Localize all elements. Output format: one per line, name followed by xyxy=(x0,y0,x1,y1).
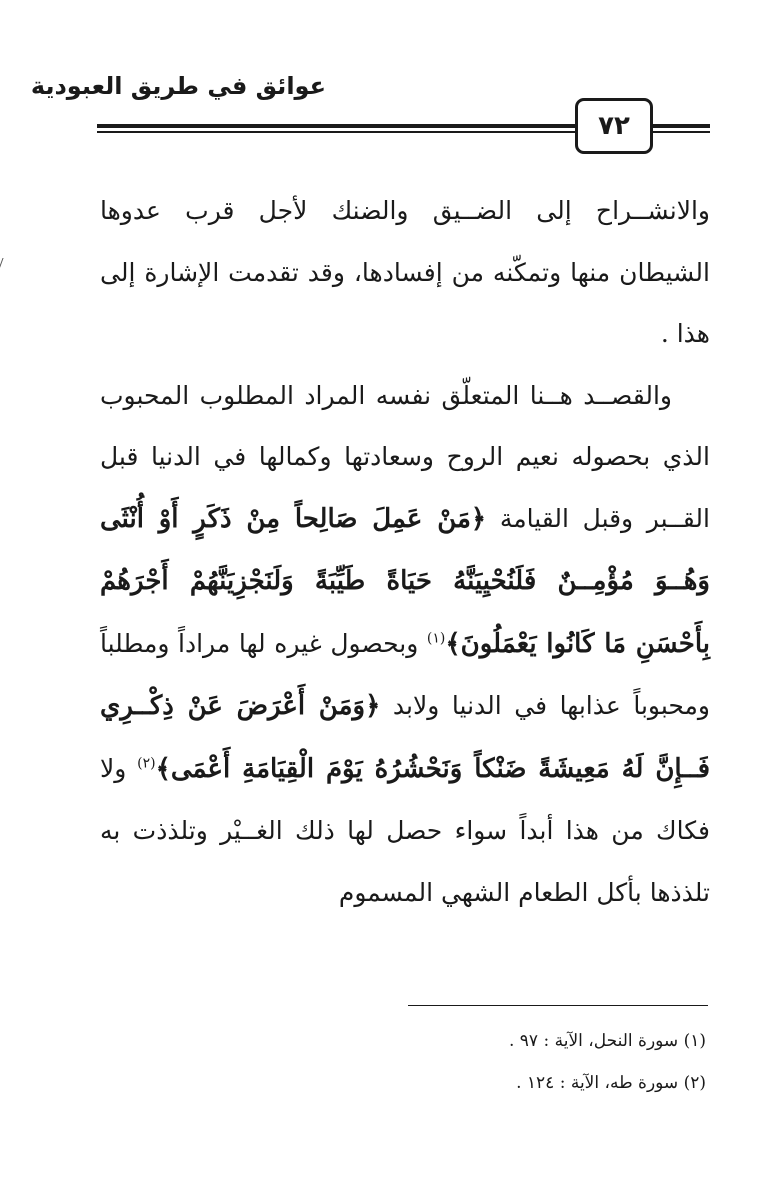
quran-verse-1: ﴿مَنْ عَمِلَ صَالِحاً مِنْ ذَكَرٍ أَوْ أُنْثَى وَهُــوَ مُؤْمِــنٌ فَلَنُحْيِيَنَّهُ حَيَاةً طَيِّبَةً وَلَنَجْزِيَنَّهُمْ أَجْرَهُمْ بِأَحْسَنِ مَا كَانُوا يَعْمَلُونَ﴾ xyxy=(100,503,710,659)
paragraph-1: والانشــراح إلى الضــيق والضنك لأجل قرب عدوها الشيطان منها وتمكّنه من إفسادها، وقد تقدمت الإشارة إلى هذا . xyxy=(100,196,710,348)
footnote-2: (٢) سورة طه، الآية : ١٢٤ . xyxy=(516,1073,706,1093)
quran-verse-2: ﴿وَمَنْ أَعْرَضَ عَنْ ذِكْــرِي فَــإِنَّ لَهُ مَعِيشَةً ضَنْكاً وَنَحْشُرُهُ يَوْمَ الْقِيَامَةِ أَعْمَى﴾ xyxy=(100,691,710,784)
page-number: ٧٢ xyxy=(575,98,653,154)
footnote-1: (١) سورة النحل، الآية : ٩٧ . xyxy=(508,1031,706,1051)
scan-edge-mark xyxy=(0,258,8,272)
body-text xyxy=(100,180,710,923)
footnote-separator xyxy=(408,1005,708,1006)
running-title: عوائق في طريق العبودية xyxy=(30,72,326,100)
paragraph-2-middle: وبحصول غيره لها مراداً ومطلباً ومحبوباً عذابها في الدنيا ولابد xyxy=(100,628,710,720)
footnotes xyxy=(509,1020,706,1104)
paragraph-2 xyxy=(100,365,710,924)
footnote-ref-1: (١) xyxy=(426,630,446,647)
paragraph-2-intro: والقصــد هــنا المتعلّق نفسه المراد المطلوب المحبوب الذي بحصوله نعيم الروح وسعادتها وكمالها في الدنيا قبل القــبر وقبل القيامة xyxy=(100,380,710,533)
paragraph-2-end: ولا فكاك من هذا أبداً سواء حصل لها ذلك الغــيْر وتلذذت به تلذذها بأكل الطعام الشهي المسموم xyxy=(100,753,710,907)
footnote-ref-2: (٢) xyxy=(137,755,156,772)
